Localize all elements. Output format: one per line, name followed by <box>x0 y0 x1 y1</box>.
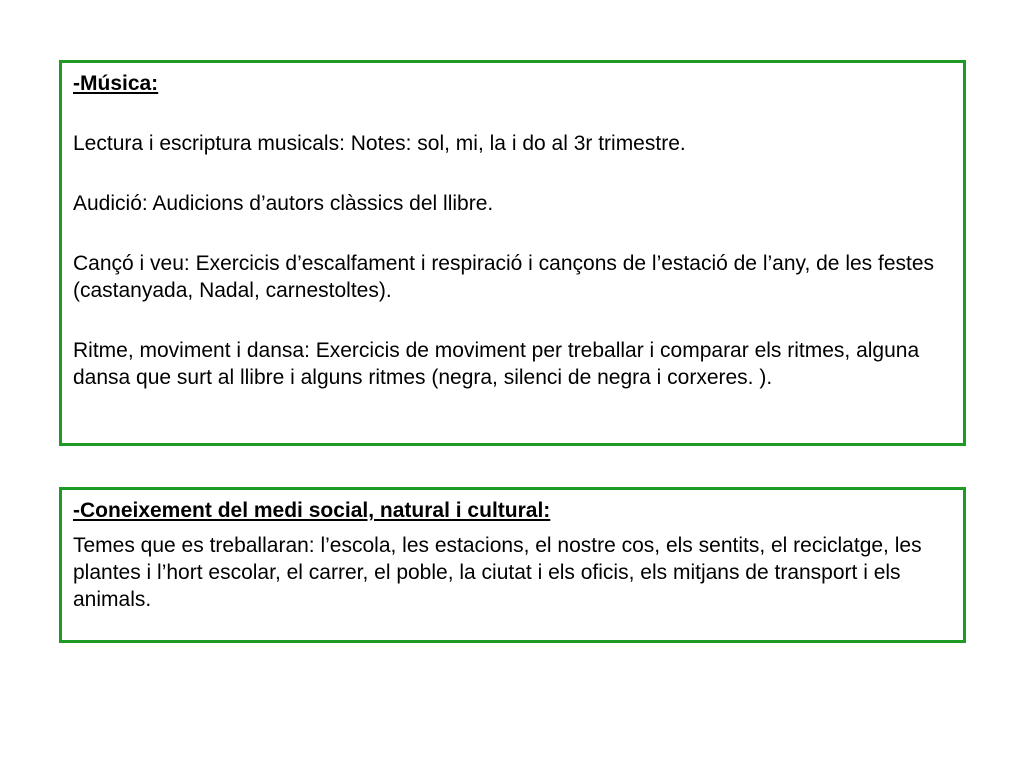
music-section-box <box>59 60 966 446</box>
music-heading: -Música: <box>73 72 159 95</box>
medi-paragraph-topics: Temes que es treballaran: l’escola, les estacions, el nostre cos, els sentits, el reciclatge, les plantes i l’hort escolar, el carrer, el poble, la ciutat i els oficis, els mitjans de transport i els animals. <box>73 534 922 611</box>
music-paragraph-rhythm: Ritme, moviment i dansa: Exercicis de moviment per treballar i comparar els ritmes, alguna dansa que surt al llibre i alguns ritmes (negra, silenci de negra i corxeres. ). <box>73 339 920 389</box>
music-paragraph-reading: Lectura i escriptura musicals: Notes: sol, mi, la i do al 3r trimestre. <box>73 132 686 155</box>
music-paragraph-singing: Cançó i veu: Exercicis d’escalfament i respiració i cançons de l’estació de l’any, de les festes (castanyada, Nadal, carnestoltes). <box>73 252 935 302</box>
music-paragraph-listening: Audició: Audicions d’autors clàssics del llibre. <box>73 192 494 215</box>
medi-section-box <box>59 487 966 643</box>
medi-heading: -Coneixement del medi social, natural i cultural: <box>73 499 551 522</box>
